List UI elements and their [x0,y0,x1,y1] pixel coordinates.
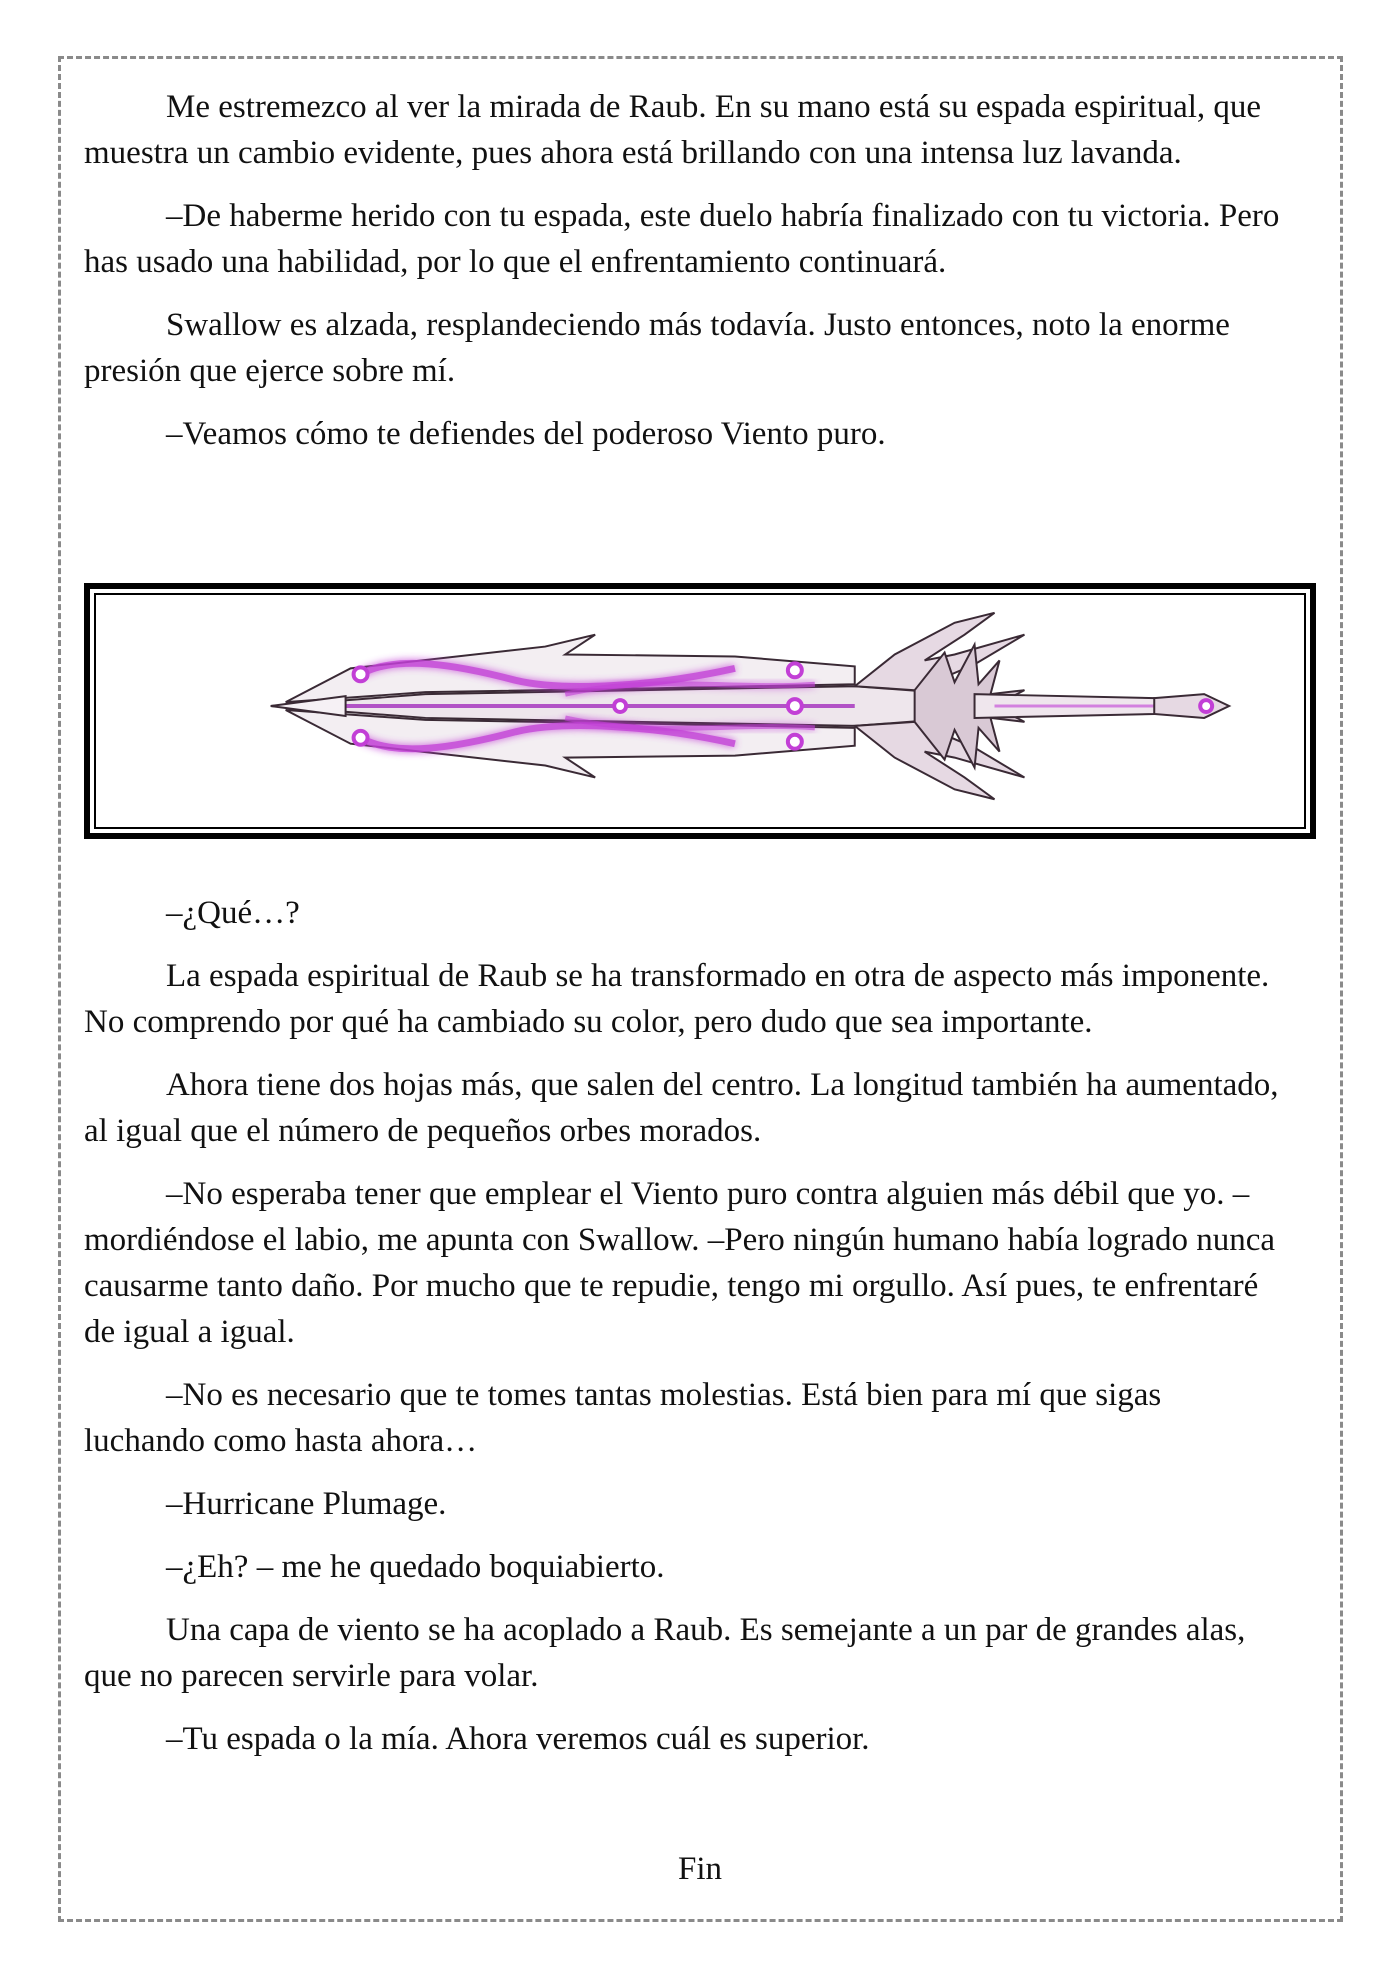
orb [788,699,802,713]
pommel [1154,694,1229,718]
paragraph: Swallow es alzada, resplandeciendo más todavía. Justo entonces, noto la enorme presión que ejerce sobre mí. [84,307,1230,389]
paragraph: –No esperaba tener que emplear el Viento puro contra alguien más débil que yo. – mordiéndose el labio, me apunta con Swallow. –Pero ningún humano había logrado nunca causarme tanto daño. Por mucho que te repudie, tengo mi orgullo. Así pues, te enfrentaré de igual a igual. [84,1176,1276,1350]
paragraph: –Tu espada o la mía. Ahora veremos cuál es superior. [166,1721,870,1757]
paragraph: –¿Qué…? [166,895,300,931]
orb [788,735,802,749]
story-text-bottom [84,890,1284,1779]
paragraph: La espada espiritual de Raub se ha transformado en otra de aspecto más imponente. No comprendo por qué ha cambiado su color, pero dudo que sea importante. [84,958,1270,1040]
sword-illustration-inner-border [94,593,1306,829]
paragraph: –De haberme herido con tu espada, este duelo habría finalizado con tu victoria. Pero has usado una habilidad, por lo que el enfrentamiento continuará. [84,198,1280,280]
story-text-top [84,84,1284,474]
orb [788,663,802,677]
paragraph: Ahora tiene dos hojas más, que salen del centro. La longitud también ha aumentado, al igual que el número de pequeños orbes morados. [84,1067,1279,1149]
closing-text: Fin [677,1851,723,1887]
paragraph: –Hurricane Plumage. [166,1486,447,1522]
sword-illustration [96,595,1304,827]
paragraph: –¿Eh? – me he quedado boquiabierto. [166,1549,665,1585]
paragraph: –Veamos cómo te defiendes del poderoso Viento puro. [166,416,886,452]
orb [1200,700,1212,712]
paragraph: –No es necesario que te tomes tantas molestias. Está bien para mí que sigas luchando como hasta ahora… [84,1377,1162,1459]
orb [354,731,368,745]
orb [614,700,626,712]
paragraph: Una capa de viento se ha acoplado a Raub. Es semejante a un par de grandes alas, que no parecen servirle para volar. [84,1612,1246,1694]
sword-illustration-frame [84,583,1316,839]
paragraph: Me estremezco al ver la mirada de Raub. En su mano está su espada espiritual, que muestra un cambio evidente, pues ahora está brillando con una intensa luz lavanda. [84,89,1262,171]
orb [354,667,368,681]
